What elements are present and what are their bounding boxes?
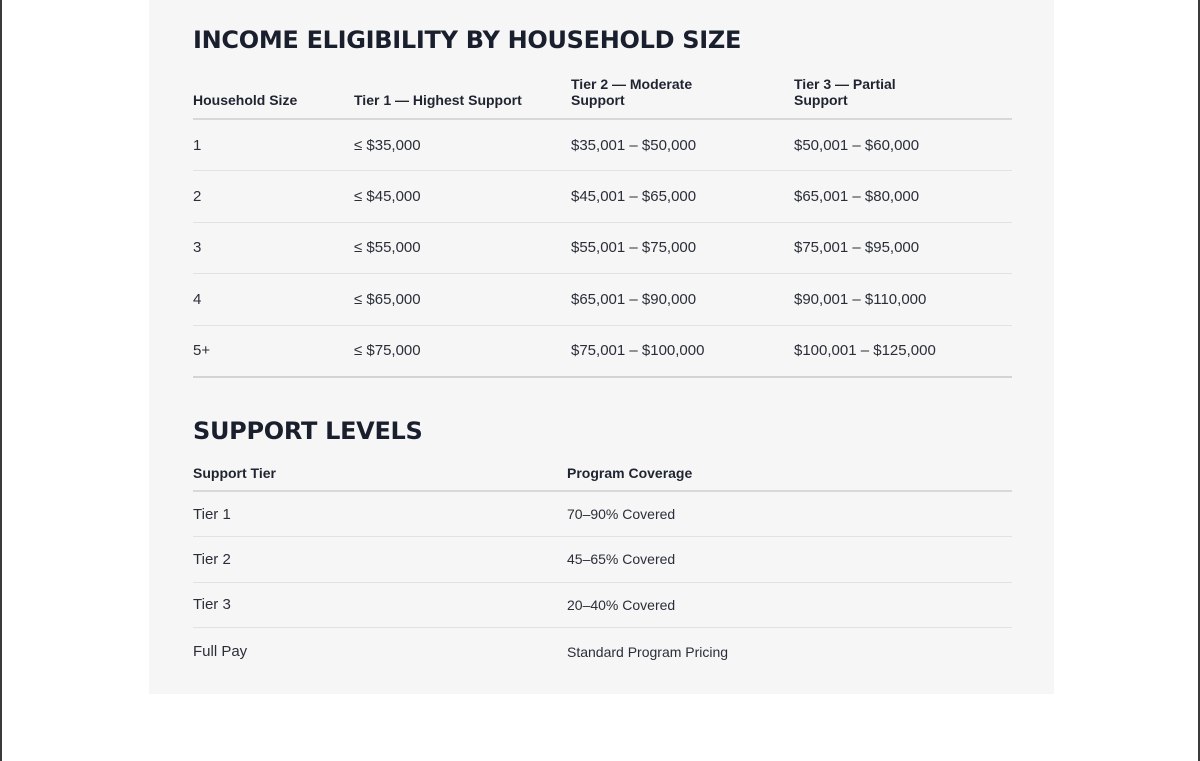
col-header-tier-1: Tier 1 — Highest Support	[354, 76, 571, 119]
window-left-edge	[0, 0, 2, 761]
tier-1-cell: ≤ $45,000	[354, 187, 421, 205]
col-header-program-coverage: Program Coverage	[567, 464, 1012, 491]
household-size-cell: 4	[193, 290, 202, 308]
table-header-row	[193, 76, 1012, 119]
program-coverage-cell: 70–90% Covered	[567, 506, 676, 522]
tier-3-cell: $75,001 – $95,000	[794, 239, 920, 257]
table-row	[193, 628, 1012, 676]
table-row	[193, 222, 1012, 274]
household-size-cell: 1	[193, 136, 202, 154]
household-size-cell: 3	[193, 239, 202, 257]
program-coverage-cell: 45–65% Covered	[567, 551, 676, 568]
tier-3-cell: $50,001 – $60,000	[794, 136, 920, 154]
tier-1-cell: ≤ $75,000	[354, 342, 421, 359]
document-panel	[149, 0, 1054, 694]
support-tier-cell: Tier 1	[193, 505, 231, 523]
household-size-cell: 5+	[193, 342, 211, 359]
table-row	[193, 171, 1012, 223]
table-row	[193, 274, 1012, 326]
tier-2-cell: $45,001 – $65,000	[571, 187, 697, 205]
support-tier-cell: Tier 3	[193, 596, 231, 614]
support-tier-cell: Full Pay	[193, 643, 248, 661]
tier-2-cell: $75,001 – $100,000	[571, 342, 705, 359]
table-row	[193, 491, 1012, 537]
program-coverage-cell: 20–40% Covered	[567, 596, 676, 613]
tier-3-cell: $65,001 – $80,000	[794, 187, 920, 205]
table-row	[193, 582, 1012, 628]
table-header-row	[193, 464, 1012, 491]
col-header-tier-2: Tier 2 — Moderate Support	[571, 76, 794, 119]
table-row	[193, 119, 1012, 171]
income-eligibility-title: INCOME ELIGIBILITY BY HOUSEHOLD SIZE	[193, 26, 742, 54]
tier-2-cell: $35,001 – $50,000	[571, 136, 697, 154]
tier-1-cell: ≤ $55,000	[354, 239, 421, 257]
col-header-support-tier: Support Tier	[193, 464, 567, 491]
tier-1-cell: ≤ $65,000	[354, 290, 421, 308]
table-row	[193, 537, 1012, 583]
household-size-cell: 2	[193, 187, 202, 205]
table-row	[193, 325, 1012, 377]
income-eligibility-table	[193, 76, 1012, 378]
tier-2-cell: $55,001 – $75,000	[571, 239, 697, 257]
col-header-tier-3: Tier 3 — Partial Support	[794, 76, 1012, 119]
tier-3-cell: $100,001 – $125,000	[794, 342, 936, 359]
tier-1-cell: ≤ $35,000	[354, 136, 421, 154]
support-levels-title: SUPPORT LEVELS	[193, 417, 423, 445]
program-coverage-cell: Standard Program Pricing	[567, 643, 729, 660]
tier-2-cell: $65,001 – $90,000	[571, 290, 697, 308]
support-levels-table	[193, 464, 1012, 676]
support-tier-cell: Tier 2	[193, 550, 231, 568]
tier-3-cell: $90,001 – $110,000	[794, 290, 927, 308]
col-header-household-size: Household Size	[193, 76, 354, 119]
